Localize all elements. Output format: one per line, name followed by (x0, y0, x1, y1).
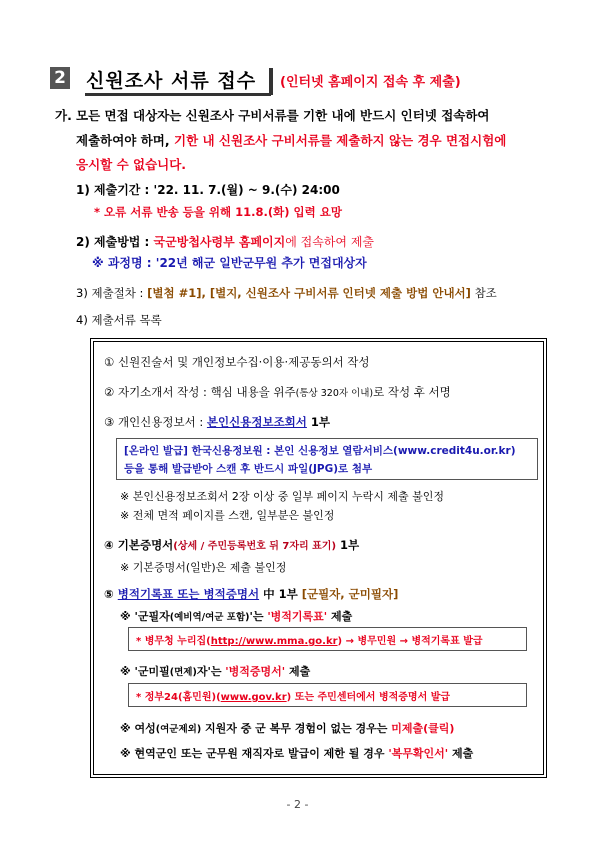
doc-row-3 (104, 414, 330, 430)
item-3-value: [별첨 #1], [별지, 신원조사 구비서류 인터넷 제출 방법 안내서] (147, 286, 471, 300)
item-3 (76, 285, 497, 301)
item-2-label: 2) 제출방법 : (76, 235, 150, 249)
doc-row-5 (104, 586, 398, 602)
military-line-1 (120, 608, 352, 624)
intro-line-2-black: 제출하여야 하며, (76, 133, 170, 148)
m3-a: ※ 여성 (120, 722, 156, 735)
doc-row-2-b: (통상 320자 이내) (295, 388, 374, 399)
intro-line-2-red: 기한 내 신원조사 구비서류를 제출하지 않는 경우 면접시험에 (174, 133, 507, 148)
m1-a: ※ '군필자 (120, 610, 170, 623)
gov24-box-text (136, 688, 450, 703)
military-line-3 (120, 720, 454, 736)
military-line-4 (120, 745, 473, 761)
m3-d-link[interactable]: 미제출(클릭) (391, 722, 455, 735)
documents-box-inner (93, 341, 544, 775)
gov24-box-c: 병적증명서 발급 (378, 692, 451, 703)
item-1 (76, 181, 340, 198)
page-number: - 2 - (286, 798, 309, 811)
item-2-value-red: 국군방첩사령부 홈페이지 (153, 235, 286, 249)
doc-row-4-a: ④ 기본증명서 (104, 538, 174, 552)
mma-box-text (136, 632, 483, 647)
m3-c: 지원자 중 군 복무 경험이 없는 경우는 (201, 722, 392, 735)
m1-e: 제출 (327, 610, 353, 623)
credit-report-link[interactable]: 본인신용정보조회서 (206, 415, 307, 429)
item-3-label: 3) 제출절차 : (76, 286, 144, 300)
m4-c: 제출 (448, 747, 474, 760)
gov24-box-a: * 정부24(홈민원)( (136, 692, 221, 703)
item-3-suffix: 참조 (474, 286, 497, 300)
doc-row-3-a: ③ 개인신용정보서 : (104, 415, 207, 429)
m1-c: '는 (249, 610, 268, 623)
note-3a: ※ 본인신용정보조회서 2장 이상 중 일부 페이지 누락시 제출 불인정 (120, 490, 444, 503)
section-title: 신원조사 서류 접수 (86, 70, 257, 92)
military-line-2 (120, 663, 310, 679)
gov24-box-b: ) 또는 주민센터에서 (286, 692, 379, 703)
doc-row-4 (104, 537, 359, 553)
note-4: ※ 기본증명서(일반)은 제출 불인정 (120, 561, 287, 574)
item-2-value-rest: 에 접속하여 제출 (285, 235, 375, 249)
credit-box-line-1: [온라인 발급] 한국신용정보원 : 본인 신용정보 열람서비스(www.credit4u.or.kr) (124, 445, 516, 457)
item-1-label: 1) 제출기간 : (76, 183, 150, 197)
doc-row-4-c: 1부 (336, 538, 360, 552)
title-underline (85, 93, 271, 96)
m4-a: ※ 현역군인 또는 군무원 재직자로 발급이 제한 될 경우 (120, 747, 389, 760)
doc-row-5-a: ⑤ (104, 587, 118, 601)
m3-b: (여군제외) (155, 724, 202, 735)
item-2 (76, 233, 374, 250)
doc-row-3-b: 1부 (306, 415, 331, 429)
military-record-link[interactable]: 병적기록표 또는 병적증명서 (117, 587, 260, 601)
intro-line-1: 모든 면접 대상자는 신원조사 구비서류를 기한 내에 반드시 인터넷 접속하여 (76, 108, 490, 123)
doc-row-1: ① 신원진술서 및 개인정보수집·이용·제공동의서 작성 (104, 355, 370, 369)
m2-a: ※ '군미필 (120, 665, 170, 678)
m2-e: 제출 (285, 665, 311, 678)
doc-row-5-c: [군필자, 군미필자] (301, 587, 399, 601)
section-number: 2 (50, 67, 70, 89)
m1-d: '병적기록표' (267, 610, 328, 623)
item-1-value: '22. 11. 7.(월) ~ 9.(수) 24:00 (153, 183, 340, 197)
mma-box-b: ) → 병무민원 → (337, 636, 412, 647)
mma-box-c: 병적기록표 발급 (411, 636, 483, 647)
section-subtitle: (인터넷 홈페이지 접속 후 제출) (280, 75, 461, 90)
intro-prefix: 가. (55, 108, 72, 123)
item-1-note: * 오류 서류 반송 등을 위해 11.8.(화) 입력 요망 (94, 205, 342, 219)
m2-c: 자'는 (196, 665, 226, 678)
credit-box-line-2: 등을 통해 발급받아 스캔 후 반드시 파일(JPG)로 첨부 (124, 463, 373, 475)
item-2-note: ※ 과정명 : '22년 해군 일반군무원 추가 면접대상자 (92, 256, 367, 270)
doc-row-5-b: 中 1부 (259, 587, 302, 601)
mma-box-a: * 병무청 누리집( (136, 636, 211, 647)
doc-row-2-a: ② 자기소개서 작성 : 핵심 내용을 위주 (104, 385, 296, 399)
doc-row-2 (104, 384, 451, 400)
item-4-label: 4) 제출서류 목록 (76, 313, 162, 327)
intro-line-3: 응시할 수 없습니다. (76, 157, 187, 172)
m2-b: (면제) (169, 667, 197, 678)
mma-link[interactable]: http://www.mma.go.kr (210, 636, 338, 647)
note-3b: ※ 전체 면적 페이지를 스캔, 일부분은 불인정 (120, 509, 335, 522)
m1-b: (예비역/여군 포함) (169, 612, 250, 623)
m2-d: '병적증명서' (225, 665, 286, 678)
title-divider (269, 68, 273, 95)
intro-line-2 (76, 131, 506, 149)
doc-row-2-c: 로 작성 후 서명 (373, 385, 451, 399)
doc-row-4-b: (상세 / 주민등록번호 뒤 7자리 표기) (173, 541, 337, 552)
m4-b: '복무확인서' (388, 747, 449, 760)
gov24-link[interactable]: www.gov.kr (220, 692, 287, 703)
